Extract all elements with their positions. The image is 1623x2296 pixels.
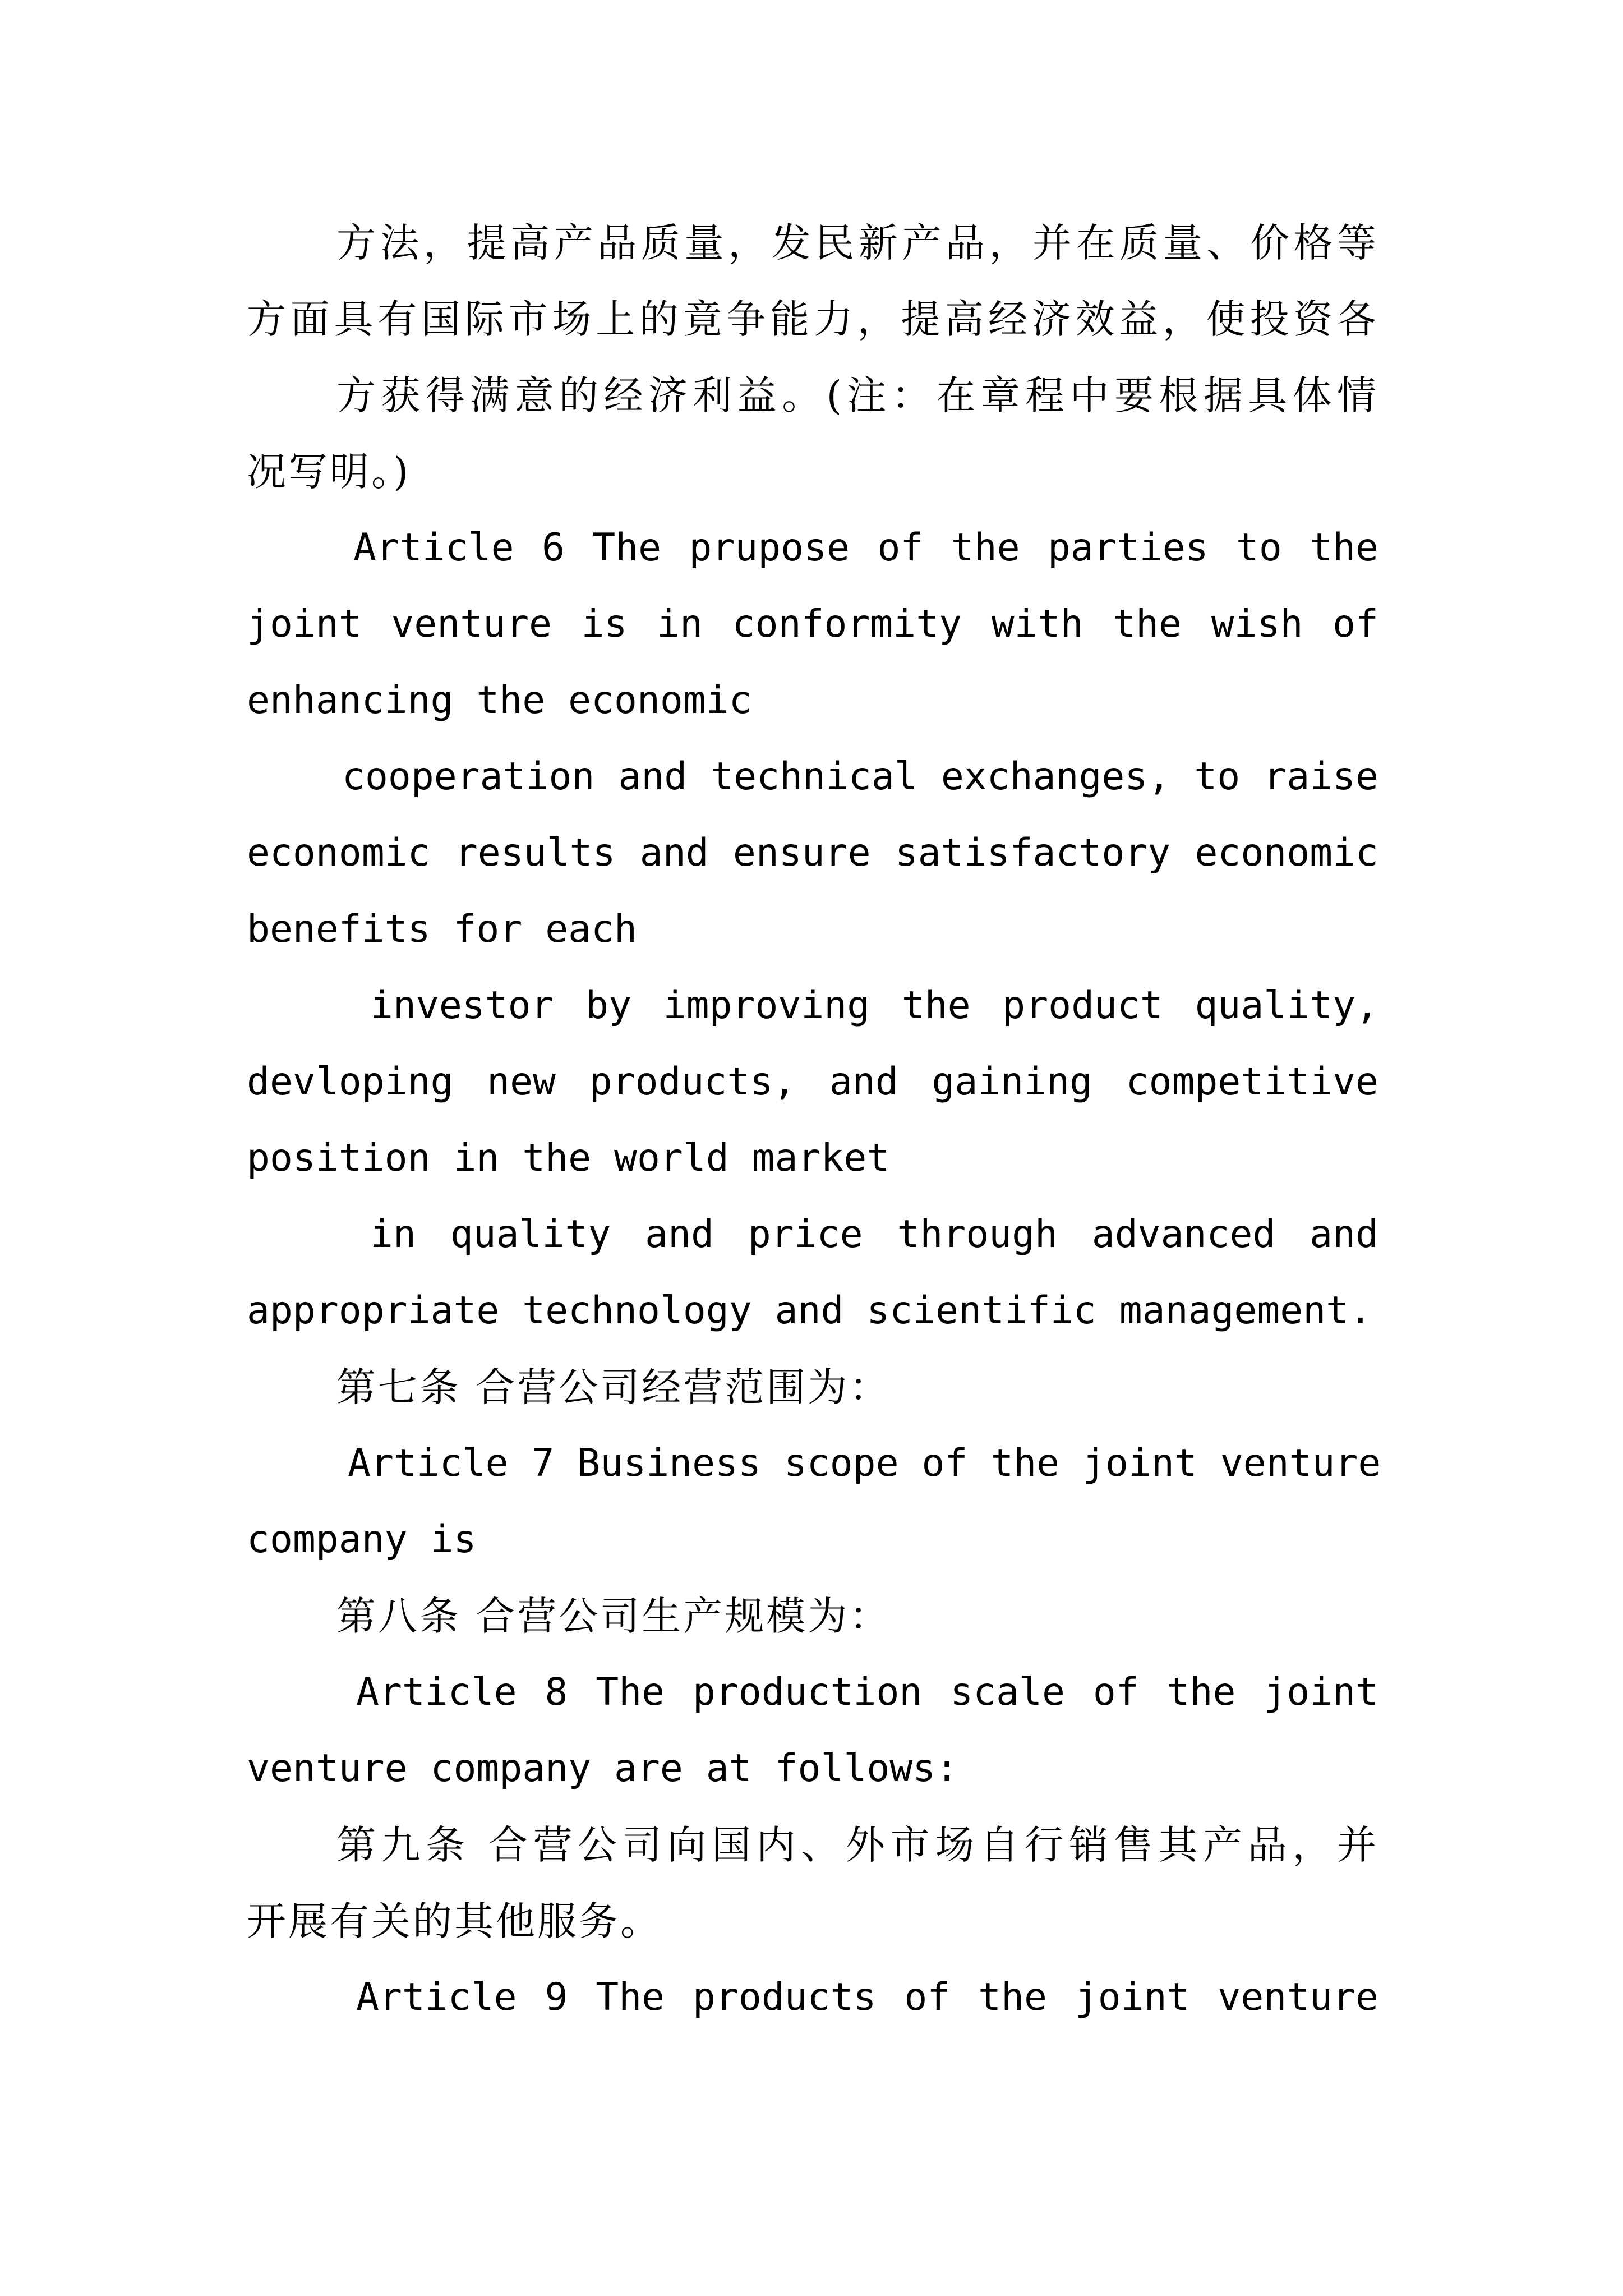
text-line: 况写明。) <box>247 449 411 495</box>
text-line: 方面具有国际市场上的竟争能力，提高经济效益，使投资各 <box>247 296 1378 342</box>
text-line: 方法，提高产品质量，发民新产品，并在质量、价格等 <box>336 220 1378 266</box>
text-line: Article 9 The products of the joint venture <box>356 1975 1378 2019</box>
text-line: Article 6 The prupose of the parties to the <box>353 526 1378 570</box>
text-line: venture company are at follows: <box>247 1746 959 1791</box>
text-line: 方获得满意的经济利益。(注：在章程中要根据具体情 <box>336 372 1378 418</box>
text-line: joint venture is in conformity with the wish of <box>247 602 1378 646</box>
text-line: Article 7 Business scope of the joint venture <box>348 1441 1381 1485</box>
text-line: in quality and price through advanced and <box>370 1212 1378 1257</box>
text-line: 第九条 合营公司向国内、外市场自行销售其产品，并 <box>336 1822 1378 1868</box>
text-line: 第八条 合营公司生产规模为： <box>336 1593 891 1639</box>
text-line: enhancing the economic <box>247 678 752 723</box>
text-line: company is <box>247 1517 477 1562</box>
text-line: 开展有关的其他服务。 <box>247 1898 662 1944</box>
text-line: investor by improving the product quality, <box>370 983 1378 1028</box>
text-line: benefits for each <box>247 907 637 951</box>
text-line: devloping new products, and gaining competitive <box>247 1060 1378 1104</box>
text-line: Article 8 The production scale of the joint <box>356 1670 1378 1714</box>
text-line: appropriate technology and scientific management. <box>247 1289 1372 1333</box>
text-line: economic results and ensure satisfactory economic <box>247 831 1378 875</box>
text-line: position in the world market <box>247 1136 890 1180</box>
text-line: cooperation and technical exchanges, to raise <box>342 754 1378 799</box>
text-line: 第七条 合营公司经营范围为： <box>336 1364 891 1410</box>
